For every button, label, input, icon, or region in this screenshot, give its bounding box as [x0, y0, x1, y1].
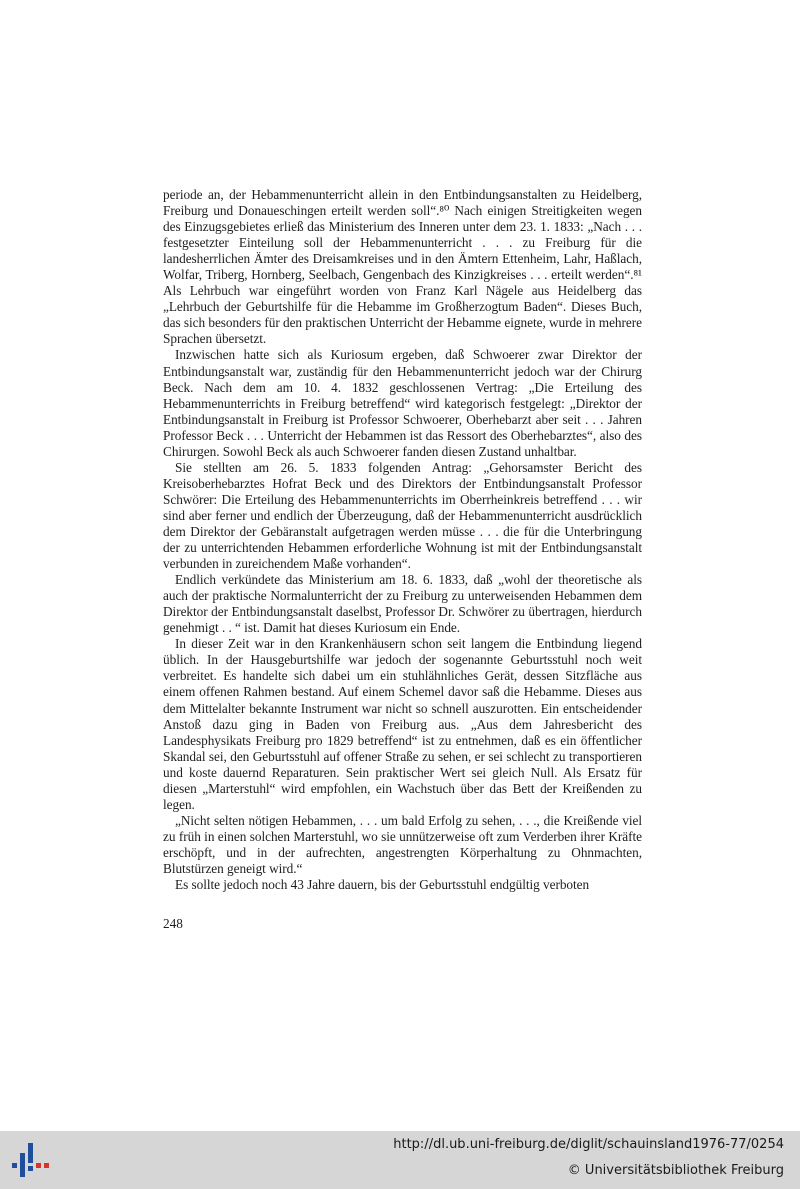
body-text [163, 187, 642, 893]
permalink-link[interactable]: http://dl.ub.uni-freiburg.de/diglit/schauinsland1976-77/0254 [393, 1137, 784, 1152]
paragraph: periode an, der Hebammenunterricht allein in den Entbindungsanstalten zu Heidelberg, Freiburg und Donaueschingen erteilt werden soll“.⁸⁰ Nach einigen Streitigkeiten wegen des Einzugsgebietes erließ das Ministerium des Inneren unter dem 23. 1. 1833: „Nach . . . festgesetzter Einteilung soll der Hebammenunterricht . . . zu Freiburg für die landesherrlichen Ämter des Dreisamkreises und in den Ämtern Ettenheim, Lahr, Haßlach, Wolfar, Triberg, Hornberg, Seelbach, Gengenbach des Kinzigkreises . . . erteilt werden“.⁸¹ Als Lehrbuch war eingeführt worden von Franz Karl Nägele aus Heidelberg das „Lehrbuch der Geburtshilfe für die Hebamme im Großherzogtum Baden“. Dieses Buch, das sich besonders für den praktischen Unterricht der Hebamme eignete, wurde in mehrere Sprachen übersetzt. [163, 187, 642, 347]
paragraph: In dieser Zeit war in den Krankenhäusern schon seit langem die Entbindung liegend üblich. In der Hausgeburtshilfe war jedoch der sogenannte Geburtsstuhl noch weit verbreitet. Es handelte sich dabei um ein stuhlähnliches Gerät, dessen Sitzfläche aus einem offenen Rahmen bestand. Auf einem Schemel davor saß die Hebamme. Dieses aus dem Mittelalter bekannte Instrument war nicht so schnell auszurotten. Ein entscheidender Anstoß dazu ging in Baden von Freiburg aus. „Aus dem Jahresbericht des Landesphysikats Freiburg pro 1829 betreffend“ ist zu entnehmen, daß es ein öffentlicher Skandal sei, den Geburtsstuhl auf offener Straße zu sehen, er sei schlecht zu transportieren und koste dauernd Reparaturen. Sein praktischer Wert sei gleich Null. Als Ersatz für diesen „Marterstuhl“ wird empfohlen, ein Wachstuch über das Bett der Kreißenden zu legen. [163, 636, 642, 812]
paragraph: Endlich verkündete das Ministerium am 18. 6. 1833, daß „wohl der theoretische als auch der praktische Normalunterricht der zu Freiburg zu unterweisenden Hebammen dem Direktor der Entbindungsanstalt daselbst, Professor Dr. Schwörer zu übertragen, hierdurch genehmigt . . “ ist. Damit hat dieses Kuriosum ein Ende. [163, 572, 642, 636]
paragraph: Sie stellten am 26. 5. 1833 folgenden Antrag: „Gehorsamster Bericht des Kreisoberhebarztes Hofrat Beck und des Direktors der Entbindungsanstalt Professor Schwörer: Die Erteilung des Hebammenunterrichts im Oberrheinkreis betreffend . . . wir sind aber ferner und endlich der Überzeugung, daß der Hebammenunterricht ausdrücklich dem Direktor der Gebäranstalt aufgetragen werden müsse . . . die für die Unterbringung der zu unterrichtenden Hebammen erforderliche Wohnung ist mit der Entbindungsanstalt verbunden in zureichendem Maße vorhanden“. [163, 459, 642, 572]
paragraph: „Nicht selten nötigen Hebammen, . . . um bald Erfolg zu sehen, . . ., die Kreißende viel zu früh in einen solchen Marterstuhl, wo sie unnützerweise oft zum Verderben ihrer Kräfte erschöpft, und in der aufrechten, angestrengten Körperhaltung zu Ohnmachten, Blutstürzen geneigt wird.“ [163, 812, 642, 876]
copyright-text: © Universitätsbibliothek Freiburg [567, 1163, 784, 1178]
paragraph: Es sollte jedoch noch 43 Jahre dauern, bis der Geburtsstuhl endgültig verboten [175, 877, 590, 893]
page-number: 248 [163, 916, 183, 931]
ub-freiburg-logo-icon [8, 1141, 52, 1181]
footer-bar [0, 1131, 800, 1189]
paragraph: Inzwischen hatte sich als Kuriosum ergeben, daß Schwoerer zwar Direktor der Entbindungsanstalt war, zuständig für den Hebammenunterricht jedoch war der Chirurg Beck. Nach dem am 10. 4. 1832 geschlossenen Vertrag: „Die Erteilung des Hebammenunterrichts in Freiburg betreffend“ wird kategorisch festgelegt: „Direktor der Entbindungsanstalt in Freiburg ist Professor Schwoerer, Oberhebarzt aber seit . . . Jahren Professor Beck . . . Unterricht der Hebammen ist das Ressort des Oberhebarztes“, also des Chirurgen. Sowohl Beck als auch Schwoerer fanden diesen Zustand unhaltbar. [163, 347, 642, 459]
